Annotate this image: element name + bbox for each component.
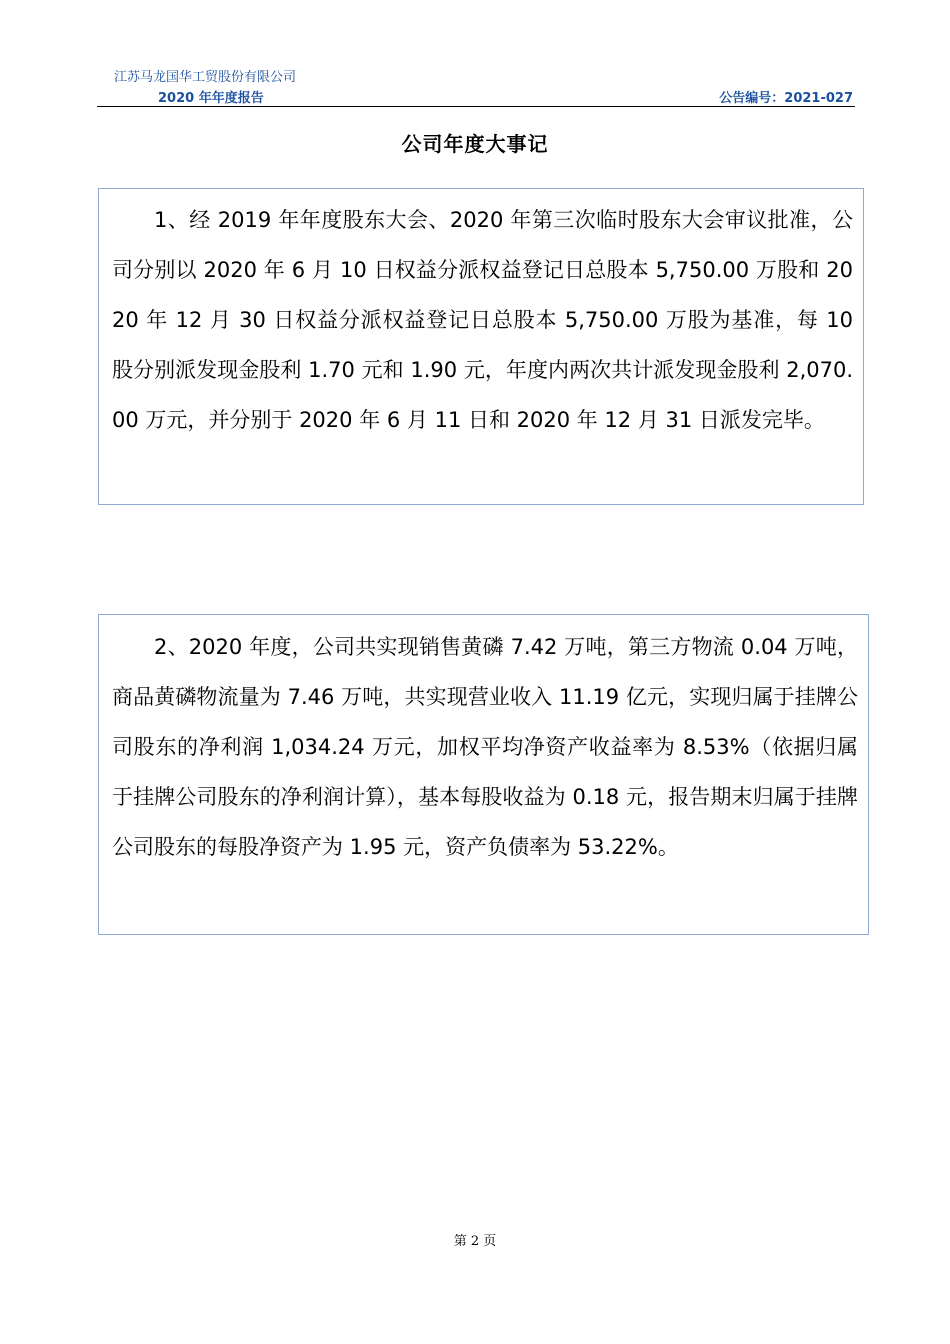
page-title: 公司年度大事记	[401, 132, 549, 156]
event-box-2	[98, 614, 869, 935]
page-number: 第 2 页	[453, 1234, 497, 1249]
event-text-1: 1、经 2019 年年度股东大会、2020 年第三次临时股东大会审议批准，公司分别以 2020 年 6 月 10 日权益分派权益登记日总股本 5,750.00 万股和 2020 年 12 月 30 日权益分派权益登记日总股本 5,750.00 万股为基准，每 10 股分别派发现金股利 1.70 元和 1.90 元，年度内两次共计派发现金股利 2,070.00 万元，并分别于 2020 年 6 月 11 日和 2020 年 12 月 31 日派发完毕。	[112, 208, 853, 432]
header-report-name: 2020 年年度报告	[158, 91, 264, 106]
header-announcement-number: 公告编号：2021-027	[719, 91, 853, 106]
header-divider	[97, 106, 855, 107]
event-box-1	[98, 188, 864, 505]
event-text-2: 2、2020 年度，公司共实现销售黄磷 7.42 万吨，第三方物流 0.04 万吨，商品黄磷物流量为 7.46 万吨，共实现营业收入 11.19 亿元，实现归属于挂牌公司股东的净利润 1,034.24 万元，加权平均净资产收益率为 8.53%（依据归属于挂牌公司股东的净利润计算），基本每股收益为 0.18 元，报告期末归属于挂牌公司股东的每股净资产为 1.95 元，资产负债率为 53.22%。	[112, 635, 858, 859]
header-company-name: 江苏马龙国华工贸股份有限公司	[114, 70, 297, 85]
